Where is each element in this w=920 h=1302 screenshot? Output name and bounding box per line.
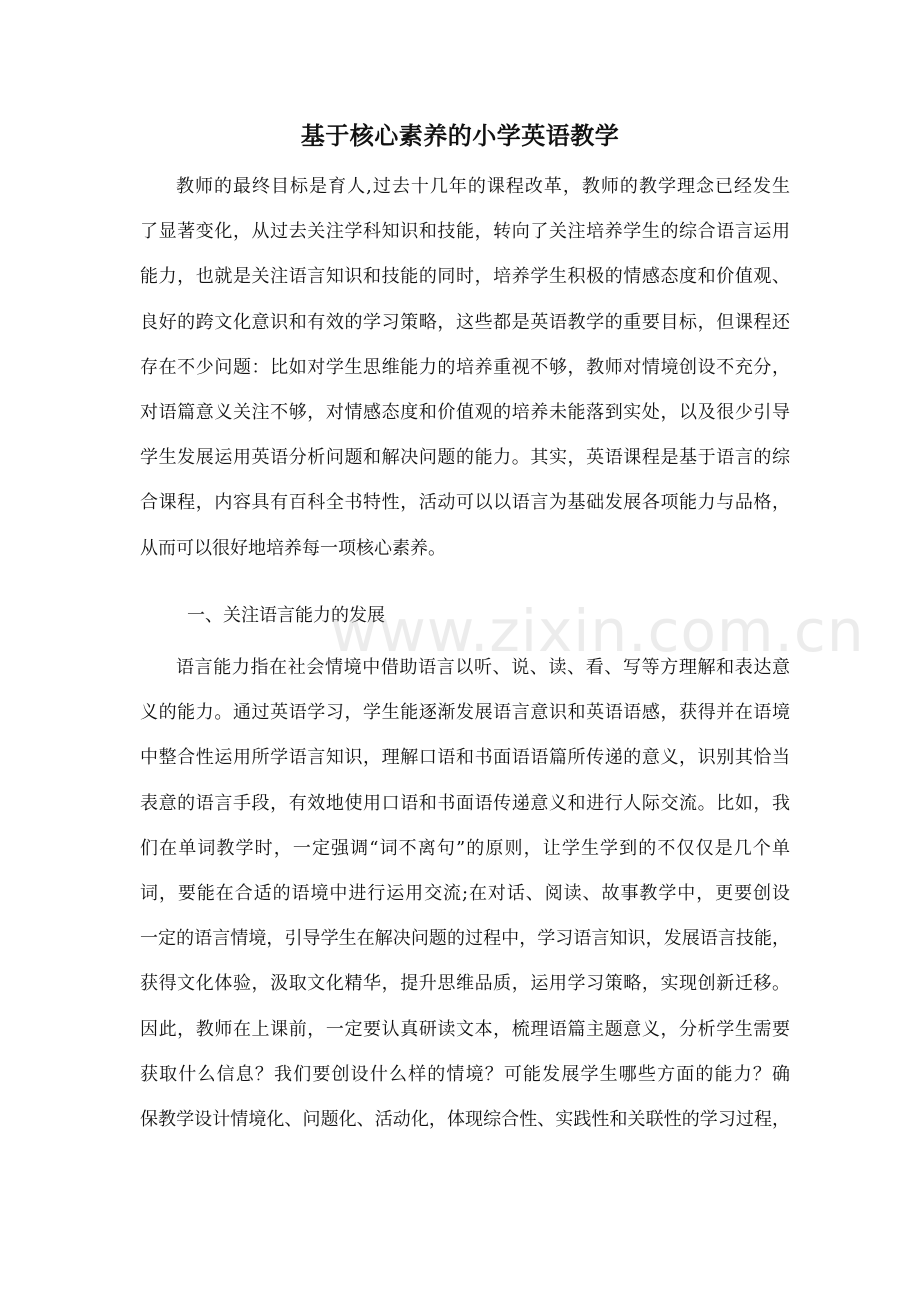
text-line: 们在单词教学时，一定强调“词不离句”的原则，让学生学到的不仅仅是几个单 [140,837,790,859]
paragraph-intro [140,164,790,571]
text-line: 表意的语言手段，有效地使用口语和书面语传递意义和进行人际交流。比如，我 [140,792,790,814]
text-line: 语言能力指在社会情境中借助语言以听、说、读、看、写等方理解和表达意 [176,657,790,678]
text-line: 了显著变化，从过去关注学科知识和技能，转向了关注培养学生的综合语言运用 [140,221,790,243]
text-line: 良好的跨文化意识和有效的学习策略，这些都是英语教学的重要目标，但课程还 [140,311,790,333]
text-line: 中整合性运用所学语言知识，理解口语和书面语语篇所传递的意义，识别其恰当 [140,747,790,769]
text-line: 一定的语言情境，引导学生在解决问题的过程中，学习语言知识，发展语言技能， [140,928,790,950]
document-title: 基于核心素养的小学英语教学 [300,121,620,150]
watermark: www.zixin.com.cn [330,597,865,665]
text-line: 获得文化体验，汲取文化精华，提升思维品质，运用学习策略，实现创新迁移。 [140,973,790,995]
text-line: 对语篇意义关注不够，对情感态度和价值观的培养未能落到实处，以及很少引导 [140,401,790,423]
text-line: 能力，也就是关注语言知识和技能的同时，培养学生积极的情感态度和价值观、 [140,266,790,288]
text-line: 因此，教师在上课前，一定要认真研读文本，梳理语篇主题意义，分析学生需要 [140,1018,790,1040]
text-line: 教师的最终目标是育人,过去十几年的课程改革，教师的教学理念已经发生 [176,176,790,197]
paragraph-language-ability [140,645,790,1142]
text-line: 保教学设计情境化、问题化、活动化，体现综合性、实践性和关联性的学习过程， [140,1108,790,1130]
text-line: 义的能力。通过英语学习，学生能逐渐发展语言意识和英语语感，获得并在语境 [140,702,790,724]
text-line: 词，要能在合适的语境中进行运用交流;在对话、阅读、故事教学中，更要创设 [140,882,790,904]
section-heading: 一、关注语言能力的发展 [187,605,385,626]
text-line: 获取什么信息？我们要创设什么样的情境？可能发展学生哪些方面的能力？确 [140,1063,790,1085]
text-line: 合课程，内容具有百科全书特性，活动可以以语言为基础发展各项能力与品格， [140,492,790,514]
text-line: 存在不少问题：比如对学生思维能力的培养重视不够，教师对情境创设不充分， [140,356,790,378]
text-line: 从而可以很好地培养每一项核心素养。 [140,537,446,559]
text-line: 学生发展运用英语分析问题和解决问题的能力。其实，英语课程是基于语言的综 [140,447,790,469]
